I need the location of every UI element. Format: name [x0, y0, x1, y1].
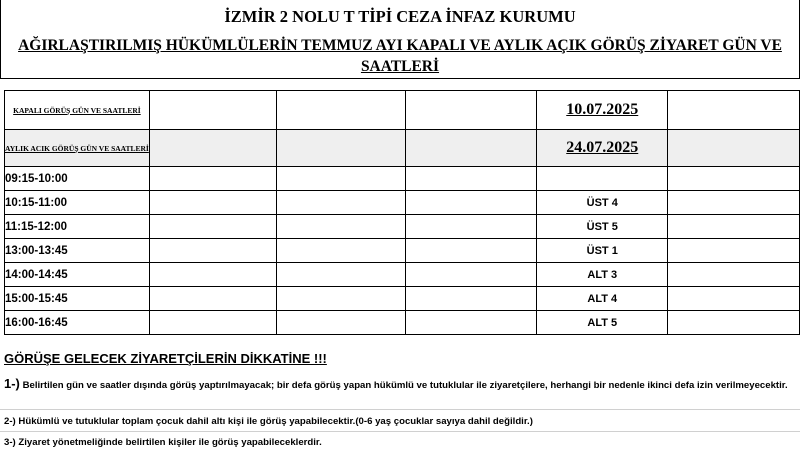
- empty-cell: [149, 130, 276, 167]
- closed-visit-row: [5, 91, 800, 130]
- open-visit-date: 24.07.2025: [537, 130, 668, 167]
- time-slot: 14:00-14:45: [5, 263, 150, 287]
- notice-item-1: [4, 376, 794, 393]
- notice-item-number: 2-): [4, 416, 16, 427]
- empty-cell: [405, 91, 537, 130]
- time-slot: 09:15-10:00: [5, 167, 150, 191]
- time-row: [5, 191, 800, 215]
- time-slot: 11:15-12:00: [5, 215, 150, 239]
- empty-cell: [405, 130, 537, 167]
- notice-item-text: Ziyaret yönetmeliğinde belirtilen kişiler ile görüş yapabileceklerdir.: [18, 437, 322, 448]
- schedule-table: [4, 90, 800, 335]
- schedule-subtitle: [0, 34, 800, 79]
- empty-cell: [668, 130, 800, 167]
- notice-item-3: [4, 435, 322, 450]
- time-row: [5, 239, 800, 263]
- ward-cell: ALT 5: [537, 311, 668, 335]
- closed-visit-label: KAPALI GÖRÜŞ GÜN VE SAATLERİ: [5, 91, 150, 130]
- time-row: [5, 215, 800, 239]
- notice-item-number: 3-): [4, 437, 16, 448]
- ward-cell: [537, 167, 668, 191]
- empty-cell: [276, 91, 405, 130]
- notice-item-text: Hükümlü ve tutuklular toplam çocuk dahil altı kişi ile görüş yapabilecektir.(0-6 yaş çocuklar sayıya dahil değildir.): [18, 416, 533, 427]
- ward-cell: ÜST 5: [537, 215, 668, 239]
- time-slot: 16:00-16:45: [5, 311, 150, 335]
- time-slot: 10:15-11:00: [5, 191, 150, 215]
- time-slot: 13:00-13:45: [5, 239, 150, 263]
- ward-cell: ALT 4: [537, 287, 668, 311]
- open-visit-row: [5, 130, 800, 167]
- notice-item-number: 1-): [4, 376, 20, 391]
- time-row: [5, 287, 800, 311]
- ward-cell: ÜST 4: [537, 191, 668, 215]
- time-row: [5, 311, 800, 335]
- institution-title: İZMİR 2 NOLU T TİPİ CEZA İNFAZ KURUMU: [0, 0, 800, 34]
- notice-title: GÖRÜŞE GELECEK ZİYARETÇİLERİN DİKKATİNE !!!: [4, 351, 327, 366]
- closed-visit-date: 10.07.2025: [537, 91, 668, 130]
- divider: [0, 409, 800, 410]
- empty-cell: [668, 91, 800, 130]
- empty-cell: [149, 91, 276, 130]
- time-slot: 15:00-15:45: [5, 287, 150, 311]
- time-row: [5, 167, 800, 191]
- divider: [0, 431, 800, 432]
- notice-item-text: Belirtilen gün ve saatler dışında görüş yaptırılmayacak; bir defa görüş yapan hükümlü ve tutuklular ile ziyaretçilere, herhangi bir nedenle ikinci defa izin verilmeyecektir.: [22, 380, 788, 391]
- ward-cell: ÜST 1: [537, 239, 668, 263]
- open-visit-label: AYLIK ACIK GÖRÜŞ GÜN VE SAATLERİ: [5, 130, 150, 167]
- schedule-subtitle-text: AĞIRLAŞTIRILMIŞ HÜKÜMLÜLERİN TEMMUZ AYI KAPALI VE AYLIK AÇIK GÖRÜŞ ZİYARET GÜN VE SAATLERİ: [18, 37, 782, 75]
- time-row: [5, 263, 800, 287]
- ward-cell: ALT 3: [537, 263, 668, 287]
- empty-cell: [276, 130, 405, 167]
- notice-item-2: [4, 414, 533, 429]
